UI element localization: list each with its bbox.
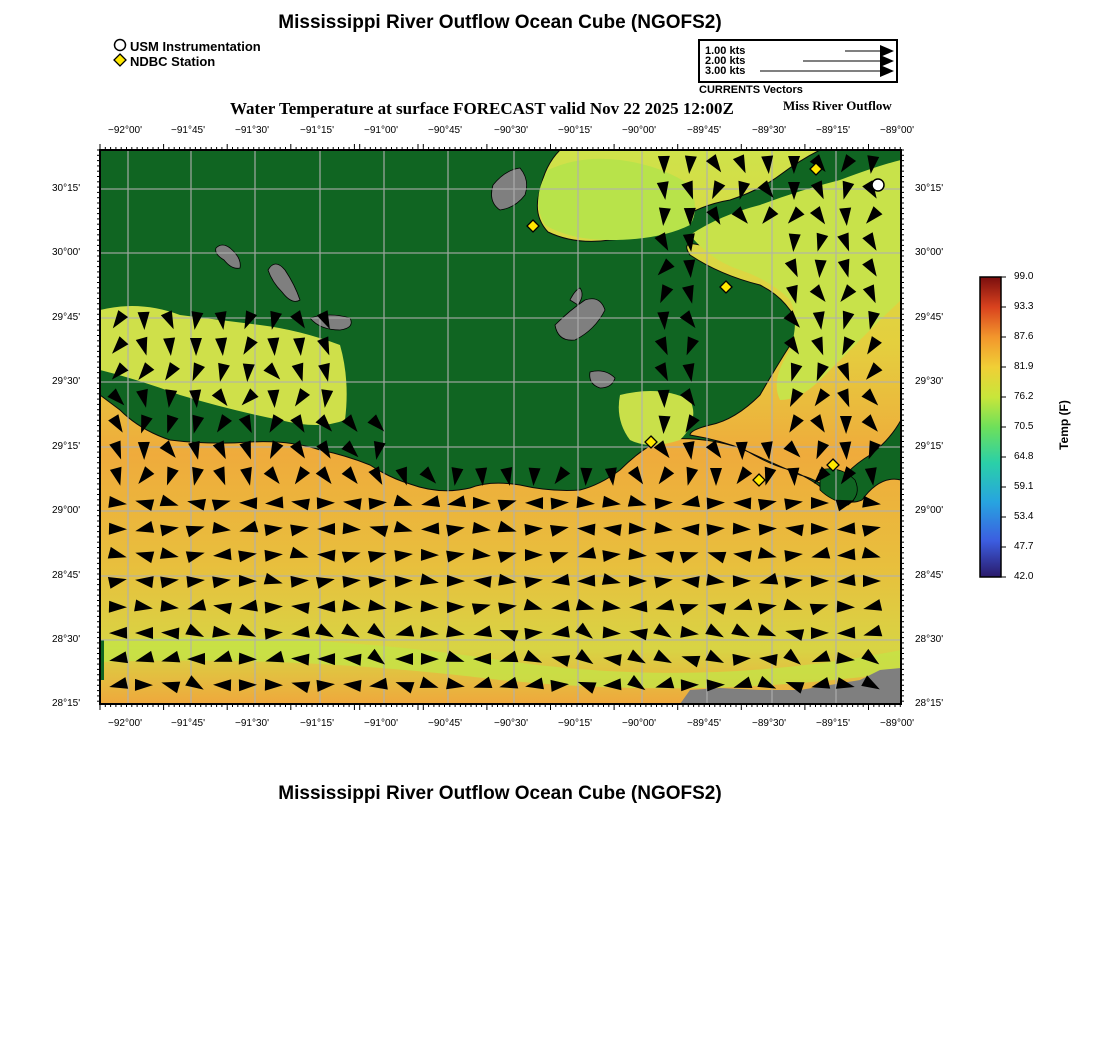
lat-tick-left: 28°45' (52, 570, 81, 581)
lon-tick-bottom: −91°00' (364, 718, 398, 729)
lat-tick-left: 29°00' (52, 505, 81, 516)
lon-tick-bottom: −89°15' (816, 718, 850, 729)
lon-tick-bottom: −91°15' (300, 718, 334, 729)
lon-tick-top: −90°15' (558, 125, 592, 136)
colorbar-title: Temp (F) (1057, 400, 1071, 450)
lat-tick-right: 29°15' (915, 441, 944, 452)
lon-tick-top: −90°45' (428, 125, 462, 136)
lon-tick-top: −91°45' (171, 125, 205, 136)
colorbar-tick-label: 47.7 (1014, 541, 1034, 552)
lat-tick-right: 29°45' (915, 312, 944, 323)
lon-tick-top: −89°00' (880, 125, 914, 136)
colorbar-tick-label: 70.5 (1014, 421, 1034, 432)
lon-tick-top: −89°30' (752, 125, 786, 136)
lat-tick-right: 28°15' (915, 698, 944, 709)
lon-tick-top: −92°00' (108, 125, 142, 136)
legend-ndbc-label: NDBC Station (130, 54, 216, 69)
vector-key-label-2: 2.00 kts (705, 55, 746, 67)
lat-tick-right: 29°00' (915, 505, 944, 516)
colorbar-tick-label: 99.0 (1014, 271, 1034, 282)
lat-tick-right: 30°00' (915, 247, 944, 258)
lon-tick-bottom: −89°30' (752, 718, 786, 729)
lat-tick-left: 29°30' (52, 376, 81, 387)
lat-tick-right: 28°30' (915, 634, 944, 645)
lat-tick-left: 28°15' (52, 698, 81, 709)
lon-tick-top: −91°00' (364, 125, 398, 136)
footer-title: Mississippi River Outflow Ocean Cube (NGOFS2) (278, 783, 722, 804)
lon-tick-bottom: −90°15' (558, 718, 592, 729)
lon-tick-bottom: −90°00' (622, 718, 656, 729)
lon-tick-bottom: −92°00' (108, 718, 142, 729)
colorbar-tick-label: 53.4 (1014, 511, 1034, 522)
lon-tick-bottom: −89°45' (687, 718, 721, 729)
vector-key-caption: CURRENTS Vectors (699, 84, 803, 96)
colorbar-tick-label: 81.9 (1014, 361, 1034, 372)
lat-tick-left: 28°30' (52, 634, 81, 645)
lon-tick-bottom: −91°30' (235, 718, 269, 729)
colorbar-tick-label: 42.0 (1014, 571, 1034, 582)
lon-tick-bottom: −90°30' (494, 718, 528, 729)
page-title: Mississippi River Outflow Ocean Cube (NGOFS2) (278, 12, 722, 33)
colorbar-tick-label: 93.3 (1014, 301, 1034, 312)
colorbar-tick-label: 64.8 (1014, 451, 1034, 462)
lat-tick-left: 29°15' (52, 441, 81, 452)
lon-tick-bottom: −91°45' (171, 718, 205, 729)
colorbar (980, 277, 1001, 577)
usm-instrument-marker (872, 179, 884, 191)
colorbar-tick-label: 59.1 (1014, 481, 1034, 492)
lon-tick-bottom: −90°45' (428, 718, 462, 729)
lat-tick-left: 29°45' (52, 312, 81, 323)
lon-tick-top: −89°15' (816, 125, 850, 136)
barataria-marsh (619, 391, 694, 445)
colorbar-tick-label: 87.6 (1014, 331, 1034, 342)
lon-tick-top: −90°00' (622, 125, 656, 136)
legend-usm-label: USM Instrumentation (130, 39, 261, 54)
lat-tick-left: 30°15' (52, 183, 81, 194)
lon-tick-top: −91°30' (235, 125, 269, 136)
lon-tick-top: −91°15' (300, 125, 334, 136)
lat-tick-right: 29°30' (915, 376, 944, 387)
lat-tick-left: 30°00' (52, 247, 81, 258)
vector-key-label-1: 1.00 kts (705, 45, 746, 57)
vector-key-label-3: 3.00 kts (705, 65, 746, 77)
lat-tick-right: 28°45' (915, 570, 944, 581)
lon-tick-bottom: −89°00' (880, 718, 914, 729)
map-subtitle: Water Temperature at surface FORECAST valid Nov 22 2025 12:00Z (230, 99, 734, 118)
colorbar-tick-label: 76.2 (1014, 391, 1034, 402)
region-note: Miss River Outflow (783, 98, 892, 113)
lon-tick-top: −90°30' (494, 125, 528, 136)
lon-tick-top: −89°45' (687, 125, 721, 136)
lat-tick-right: 30°15' (915, 183, 944, 194)
